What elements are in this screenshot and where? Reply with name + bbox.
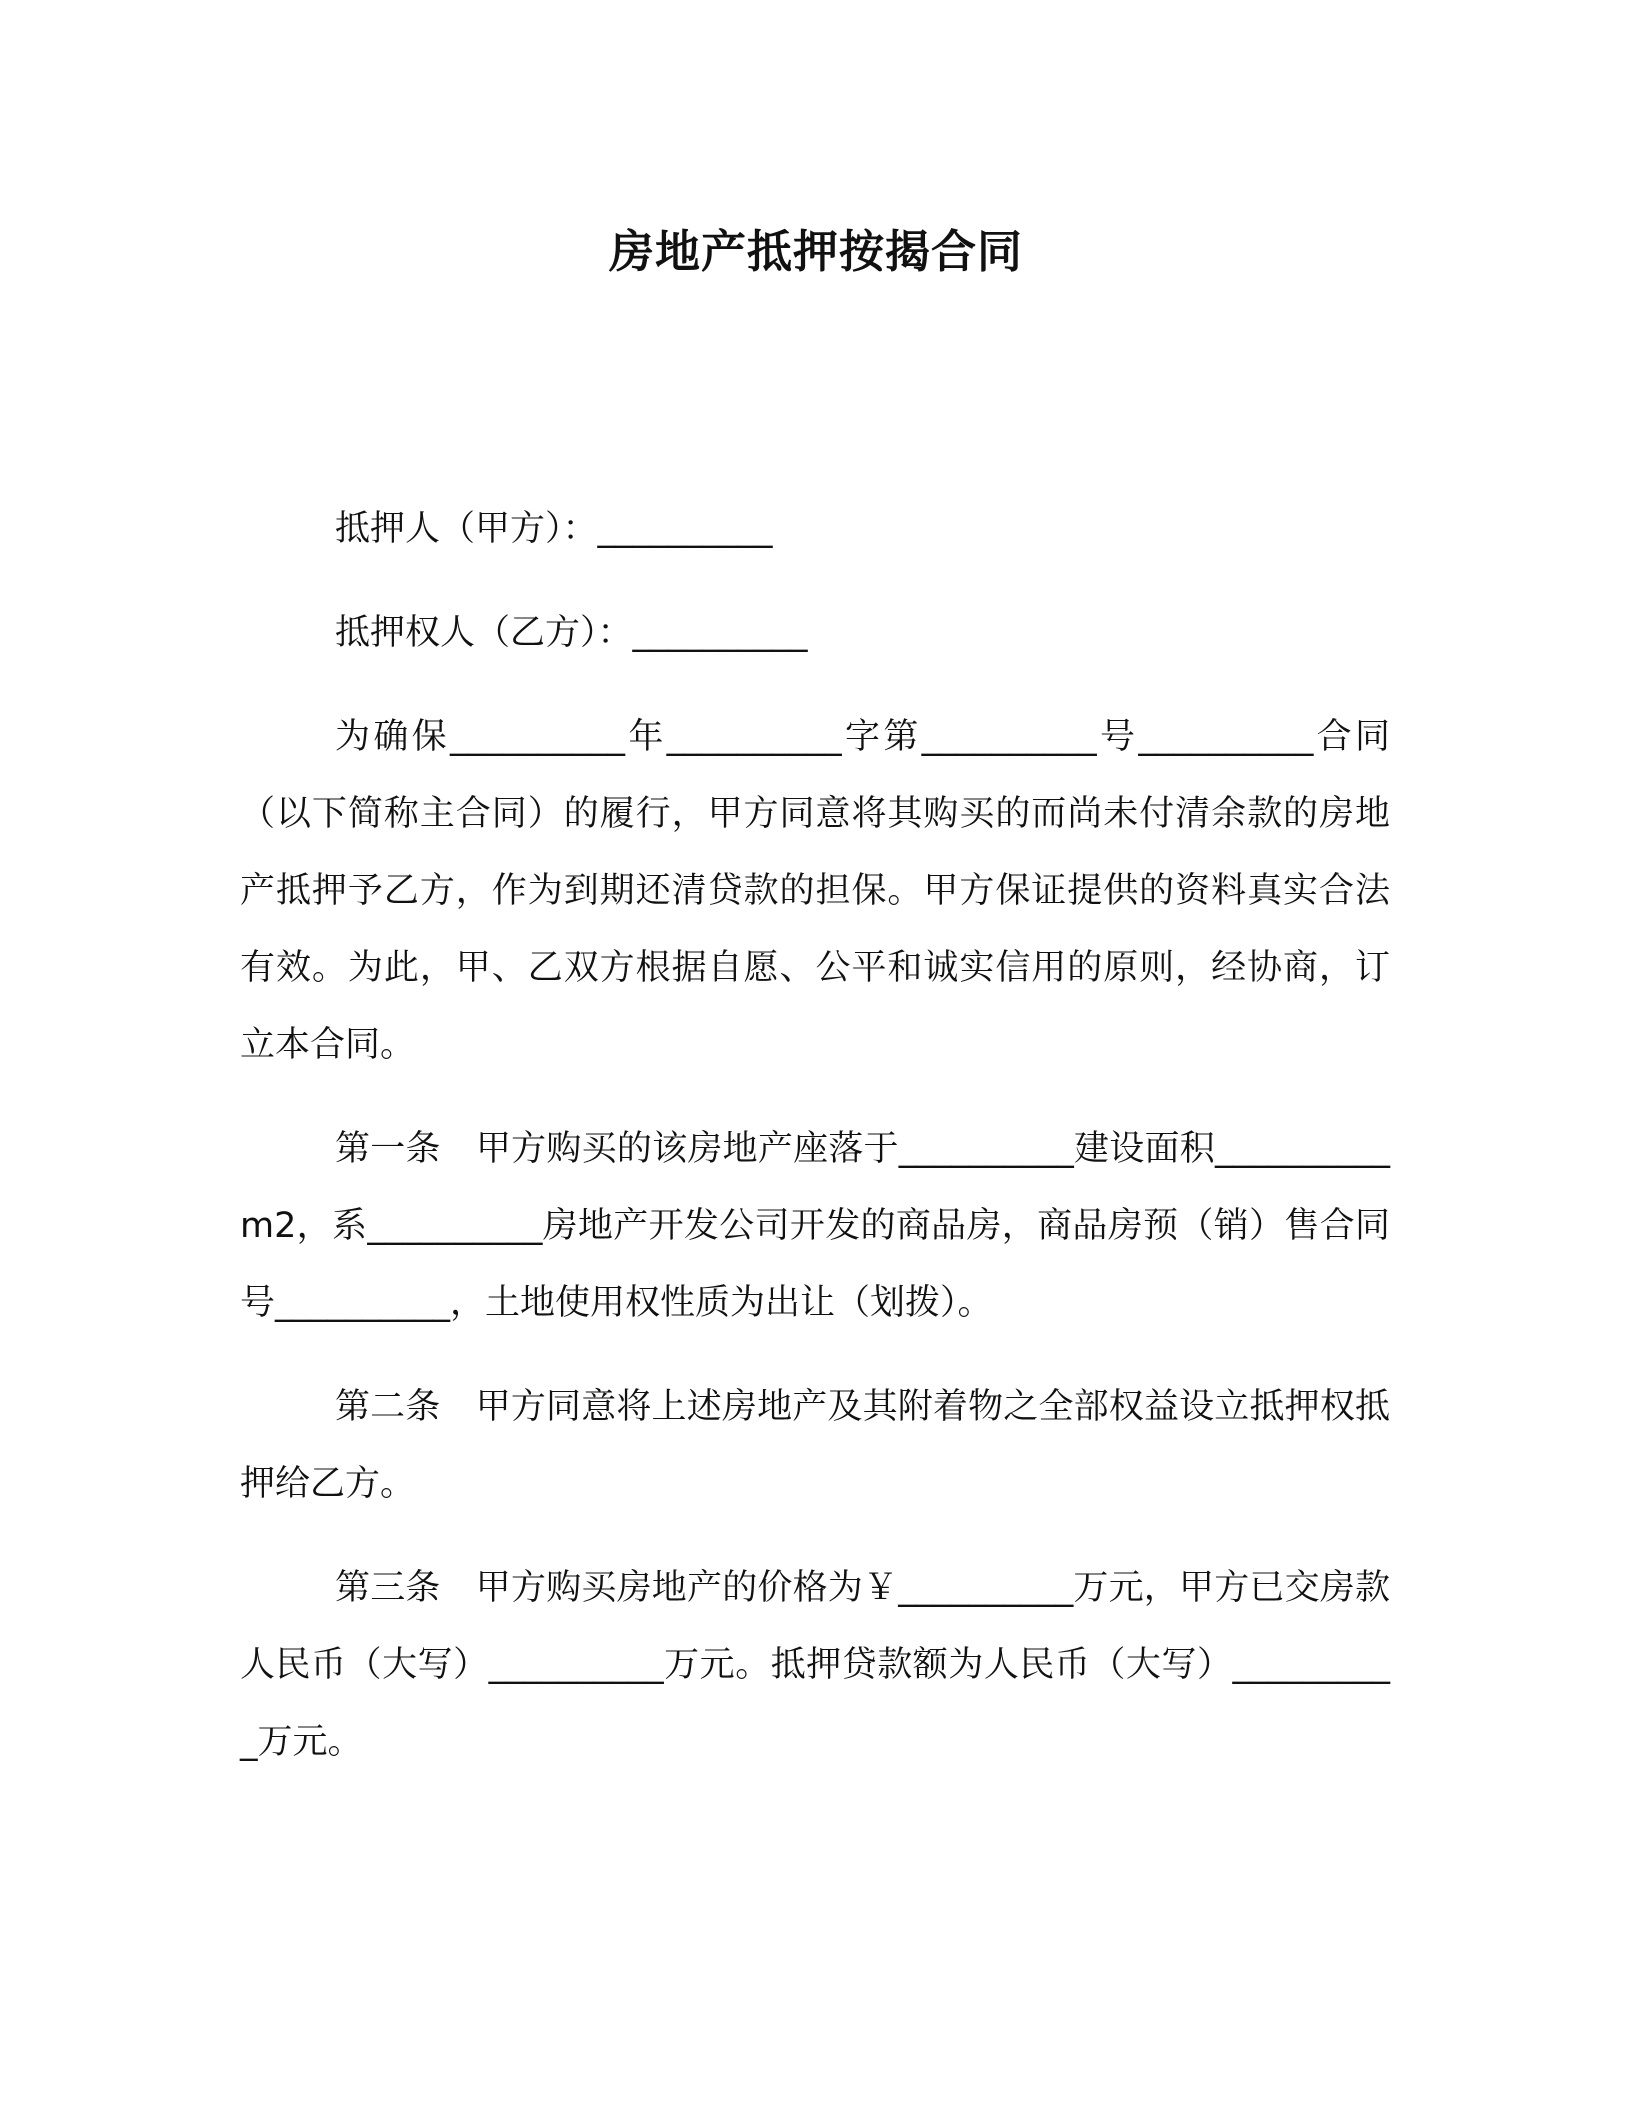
document-body xyxy=(240,491,1390,1808)
paragraph-article-1: 第一条 甲方购买的该房地产座落于__________建设面积__________m2，系__________房地产开发公司开发的商品房，商品房预（销）售合同号__________，土地使用权性质为出让（划拨）。 xyxy=(240,1129,1390,1323)
paragraph-article-2: 第二条 甲方同意将上述房地产及其附着物之全部权益设立抵押权抵押给乙方。 xyxy=(240,1387,1390,1504)
paragraph-article-3: 第三条 甲方购买房地产的价格为￥__________万元，甲方已交房款人民币（大写）__________万元。抵押贷款额为人民币（大写）__________万元。 xyxy=(240,1568,1390,1762)
paragraph-preamble: 为确保__________年__________字第__________号__________合同（以下简称主合同）的履行，甲方同意将其购买的而尚未付清余款的房地产抵押予乙方，作为到期还清贷款的担保。甲方保证提供的资料真实合法有效。为此，甲、乙双方根据自愿、公平和诚实信用的原则，经协商，订立本合同。 xyxy=(240,717,1390,1065)
document-title: 房地产抵押按揭合同 xyxy=(608,225,1023,278)
paragraph-mortgagee: 抵押权人（乙方）：__________ xyxy=(335,613,808,653)
paragraph-mortgagor: 抵押人（甲方）：__________ xyxy=(335,509,773,549)
